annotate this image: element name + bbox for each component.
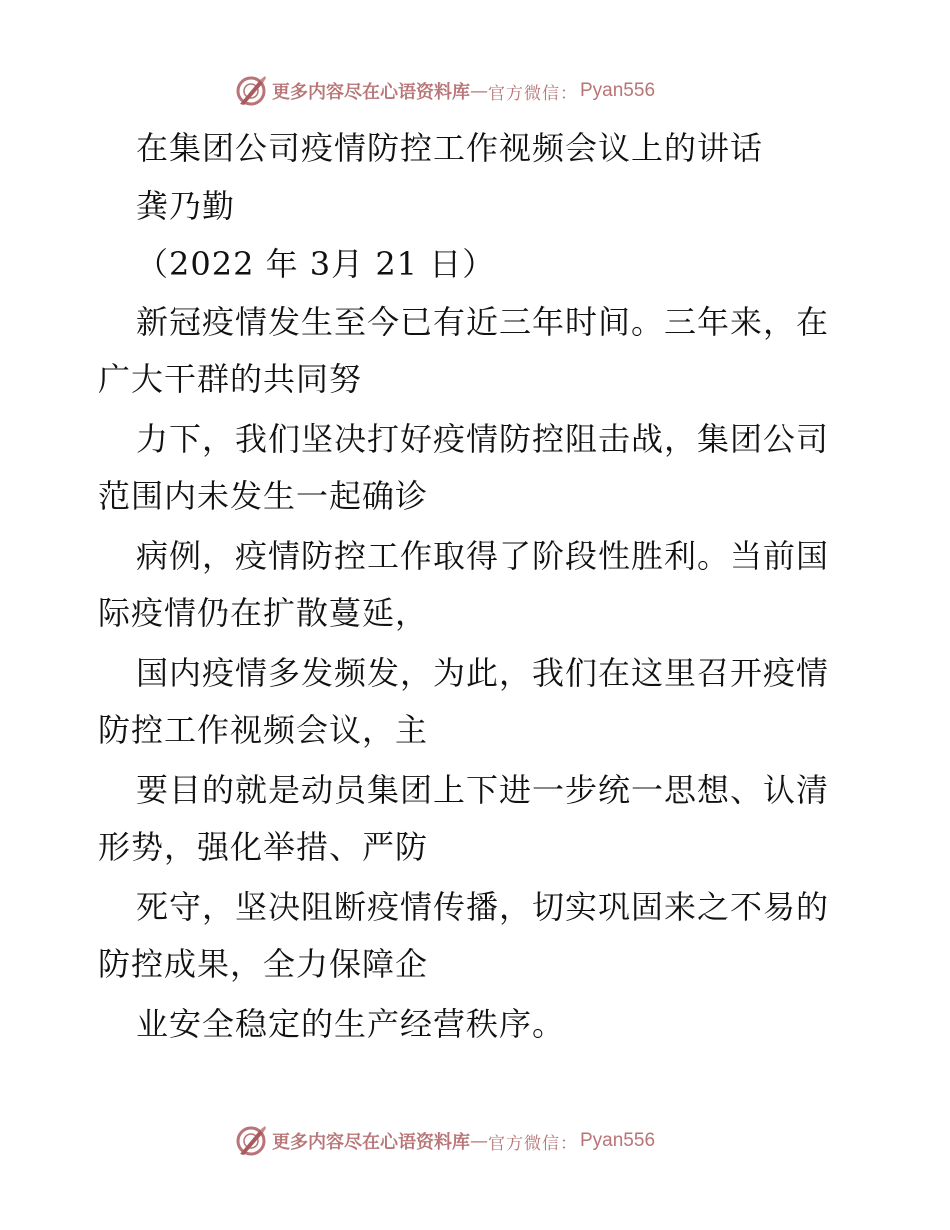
paragraph-line: 新冠疫情发生至今已有近三年时间。三年来，在 [136,303,830,341]
paragraph-line: 防控成果，全力保障企 [98,945,429,983]
paragraph-line: 力下，我们坚决打好疫情防控阻击战，集团公司 [136,420,830,458]
footer-watermark [234,1124,655,1158]
paragraph-line: 要目的就是动员集团上下进一步统一思想、认清 [136,771,830,809]
paragraph-line: 形势，强化举措、严防 [98,828,429,866]
paragraph-line: 业安全稳定的生产经营秩序。 [136,1005,566,1043]
watermark-wechat-id: Pyan556 [580,80,656,101]
watermark-wechat-label: 官方微信： [488,1133,578,1154]
document-date: （2022 年 3月 21 日） [136,245,496,283]
paragraph-line: 病例，疫情防控工作取得了阶段性胜利。当前国 [136,537,830,575]
header-watermark [234,74,655,108]
paragraph-line: 死守，坚决阻断疫情传播，切实巩固来之不易的 [136,888,830,926]
watermark-dash: — [470,80,488,102]
quill-pen-logo-icon [234,74,268,108]
watermark-text: 更多内容尽在心语资料库 [272,82,470,103]
paragraph-line: 防控工作视频会议，主 [98,711,429,749]
document-title: 在集团公司疫情防控工作视频会议上的讲话 [136,129,764,167]
paragraph-line: 国内疫情多发频发，为此，我们在这里召开疫情 [136,654,830,692]
watermark-wechat-id: Pyan556 [580,1130,656,1151]
watermark-text: 更多内容尽在心语资料库 [272,1132,470,1153]
watermark-dash: — [470,1130,488,1152]
paragraph-line: 际疫情仍在扩散蔓延， [98,594,429,632]
watermark-wechat-label: 官方微信： [488,83,578,104]
paragraph-line: 广大干群的共同努 [98,360,363,398]
paragraph-line: 范围内未发生一起确诊 [98,477,429,515]
quill-pen-logo-icon [234,1124,268,1158]
document-author: 龚乃勤 [136,187,236,225]
